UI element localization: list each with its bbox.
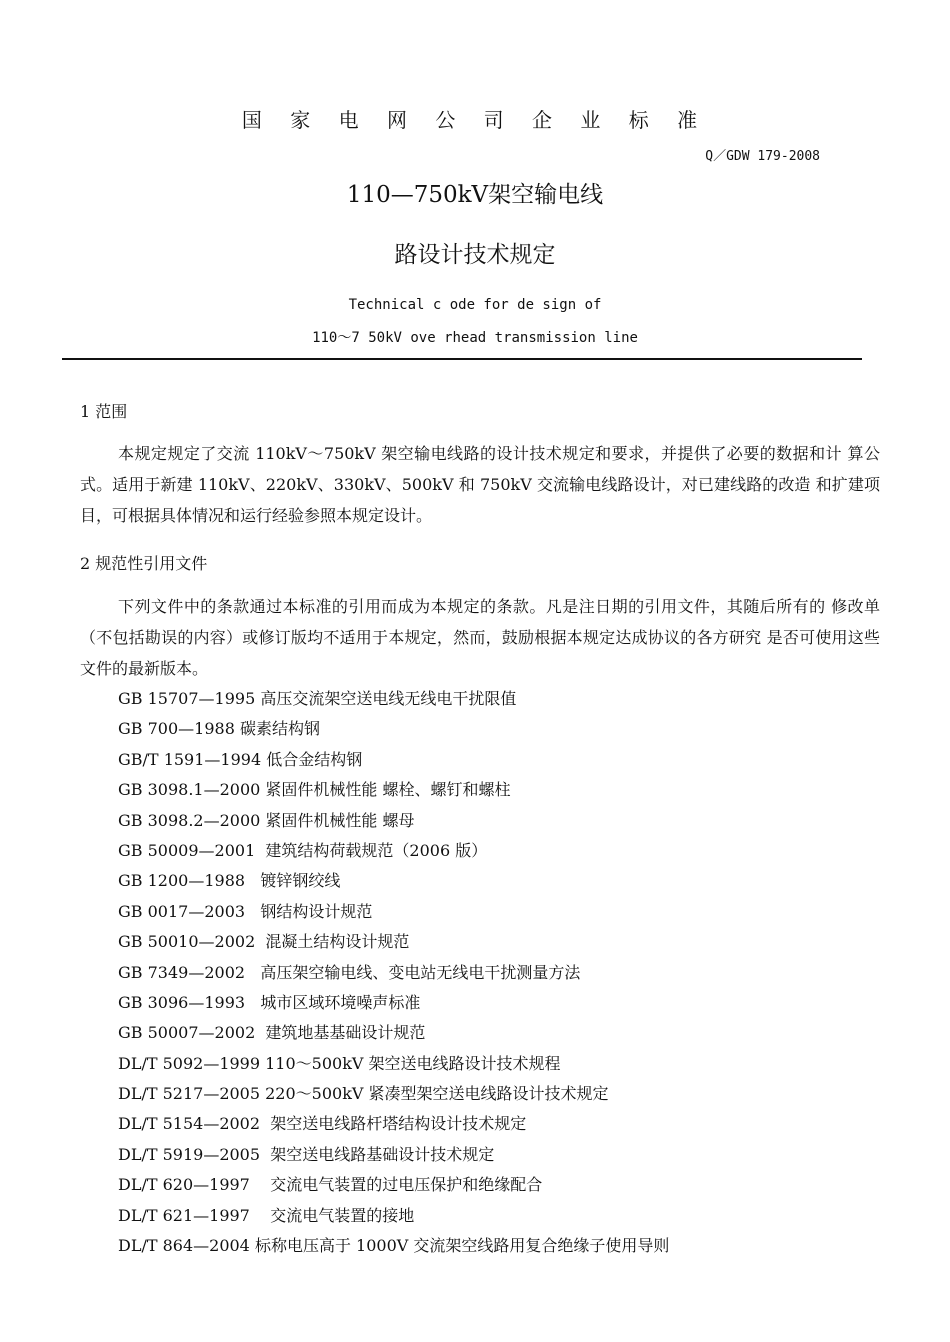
section-2-paragraph: 下列文件中的条款通过本标准的引用而成为本规定的条款。凡是注日期的引用文件，其随后所有的 修改单（不包括勘误的内容）或修订版均不适用于本规定，然而，鼓励根据本规定达成协议的各方研究 是否可使用这些文件的最新版本。 [80,597,880,678]
reference-item: DL/T 5154—2002 架空送电线路杆塔结构设计技术规定 [118,1114,527,1134]
reference-item: DL/T 621—1997 交流电气装置的接地 [118,1205,415,1225]
reference-item: GB 50009—2001 建筑结构荷载规范（2006 版） [118,840,488,860]
reference-item: GB 3096—1993 城市区域环境噪声标准 [118,992,421,1012]
reference-item: DL/T 5092—1999 110～500kV 架空送电线路设计技术规程 [118,1053,561,1073]
reference-list [118,684,669,1261]
reference-item: GB 3098.2—2000 紧固件机械性能 螺母 [118,810,415,830]
section-2-heading: 2 规范性引用文件 [80,554,208,573]
section-1-heading: 1 范围 [80,402,128,421]
reference-item: GB 3098.1—2000 紧固件机械性能 螺栓、螺钉和螺柱 [118,780,511,800]
reference-item: GB 50010—2002 混凝土结构设计规范 [118,932,410,952]
document-title-line2: 路设计技术规定 [394,242,556,268]
english-title-line1: Technical c ode for de sign of [348,297,602,313]
header-divider [62,358,862,360]
reference-item: GB/T 1591—1994 低合金结构钢 [118,749,363,769]
section-1-paragraph: 本规定规定了交流 110kV～750kV 架空输电线路的设计技术规定和要求，并提供了必要的数据和计 算公式。适用于新建 110kV、220kV、330kV、500kV 和 750kV 交流输电线路设计，对已建线路的改造 和扩建项目，可根据具体情况和运行经验参照本规定设计。 [80,444,880,525]
reference-item: DL/T 5919—2005 架空送电线路基础设计技术规定 [118,1144,495,1164]
reference-item: GB 1200—1988 镀锌钢绞线 [118,871,341,891]
document-title-line1: 110—750kV架空输电线 [346,182,604,208]
reference-item: GB 15707—1995 高压交流架空送电线无线电干扰限值 [118,689,517,708]
standard-code: Q／GDW 179-2008 [705,149,820,164]
reference-item: DL/T 864—2004 标称电压高于 1000V 交流架空线路用复合绝缘子使用导则 [118,1236,670,1256]
reference-item: DL/T 620—1997 交流电气装置的过电压保护和绝缘配合 [118,1175,543,1195]
reference-item: GB 0017—2003 钢结构设计规范 [118,901,373,921]
reference-item: DL/T 5217—2005 220～500kV 紧凑型架空送电线路设计技术规定 [118,1084,609,1104]
reference-item: GB 50007—2002 建筑地基基础设计规范 [118,1023,426,1043]
english-title-line2: 110～7 50kV ove rhead transmission line [312,330,638,346]
reference-item: GB 700—1988 碳素结构钢 [118,719,320,739]
organization-title: 国 家 电 网 公 司 企 业 标 准 [241,108,709,132]
reference-item: GB 7349—2002 高压架空输电线、变电站无线电干扰测量方法 [118,962,581,982]
